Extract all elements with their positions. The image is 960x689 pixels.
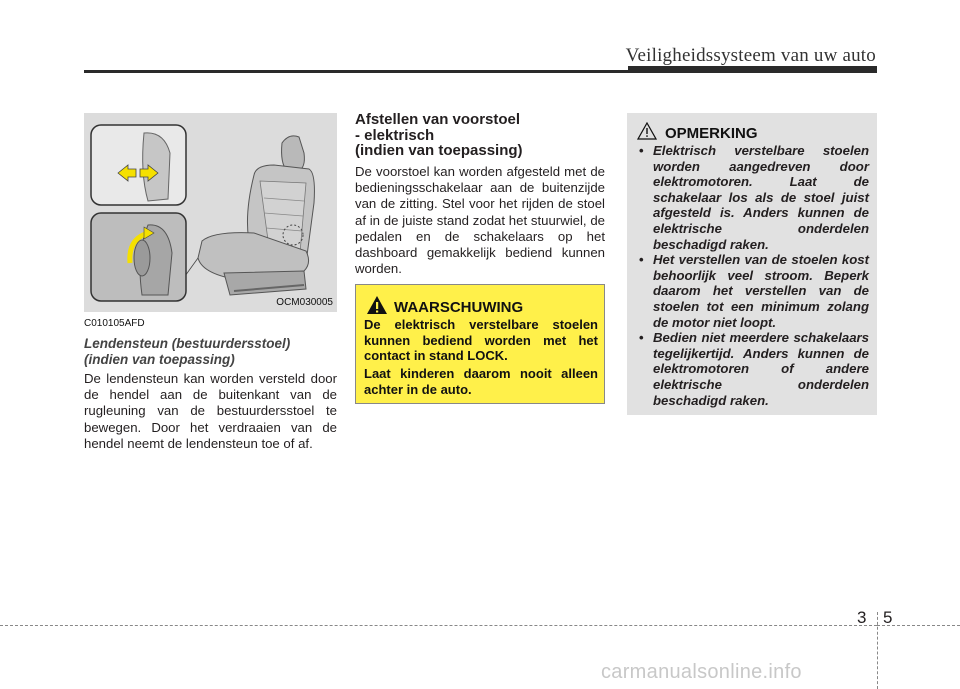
warning-title: WAARSCHUWING	[394, 299, 524, 316]
section-code: C010105AFD	[84, 318, 145, 329]
power-seat-body-text: De voorstoel kan worden afgesteld met de bedieningsschakelaar aan de buitenzijde van de zitting. Stel voor het rijden de stoel af in de juiste stand zodat het stuurwiel, de pedalen en de schakelaars op het dashboard gemakkelijk bediend kunnen worden.	[355, 164, 605, 277]
power-seat-heading	[355, 112, 610, 159]
warning-text-2: Laat kinderen daarom nooit alleen achter in de auto.	[364, 366, 598, 397]
lumbar-subheading-line2: (indien van toepassing)	[84, 352, 235, 367]
footer-rule	[0, 625, 877, 626]
lumbar-subheading-line1: Lendensteun (bestuurdersstoel)	[84, 336, 291, 351]
warning-box	[355, 284, 605, 404]
footer-divider	[877, 612, 878, 689]
lumbar-subheading	[84, 336, 337, 368]
chapter-number: 3	[857, 608, 867, 627]
warning-text-1: De elektrisch verstelbare stoelen kunnen bediend worden met het contact in stand LOCK.	[364, 317, 598, 363]
note-item	[635, 330, 869, 408]
note-box	[627, 113, 877, 415]
note-item-text: Het verstellen van de stoelen kost behoorlijk veel stroom. Beperk daarom het verstellen van de stoelen tot een minimum zolang de motor niet loopt.	[653, 252, 869, 330]
watermark: carmanualsonline.info	[601, 661, 802, 683]
note-item	[635, 252, 869, 330]
bullet-icon: •	[639, 143, 644, 158]
seat-icon	[180, 136, 314, 295]
lumbar-body-text: De lendensteun kan worden versteld door de hendel aan de buitenkant van de rugleuning van de bestuurdersstoel te bewegen. Door het verdraaien van de hendel neemt de lendensteun toe of af.	[84, 371, 337, 451]
bullet-icon: •	[639, 252, 644, 268]
lumbar-lever-inset	[91, 213, 186, 301]
note-list	[635, 143, 869, 408]
header-rule-accent	[628, 66, 877, 73]
note-item-text: Elektrisch verstelbare stoelen worden aangedreven door elektromotoren. Laat de schakelaar los als de stoel juist afgesteld is. Anders kunnen de elektrische onderdelen beschadigd raken.	[653, 143, 869, 252]
bullet-icon: •	[639, 330, 644, 346]
header-title: Veiligheidssysteem van uw auto	[625, 45, 876, 66]
power-seat-heading-line3: (indien van toepassing)	[355, 142, 523, 159]
note-item-text: Bedien niet meerdere schakelaars tegelijkertijd. Anders kunnen de elektromotoren of andere elektrische onderdelen beschadigd raken.	[653, 330, 869, 408]
seat-illustration	[84, 113, 337, 312]
page-number: 5	[883, 608, 893, 627]
backrest-adjust-inset	[91, 125, 186, 205]
figure-caption: OCM030005	[276, 297, 333, 308]
power-seat-heading-line1: Afstellen van voorstoel	[355, 111, 521, 128]
seat-drawing	[84, 113, 337, 312]
note-header	[637, 122, 758, 145]
note-title: OPMERKING	[665, 125, 758, 142]
caution-triangle-icon	[637, 122, 657, 145]
note-item	[635, 143, 869, 252]
power-seat-heading-line2: - elektrisch	[355, 126, 435, 144]
